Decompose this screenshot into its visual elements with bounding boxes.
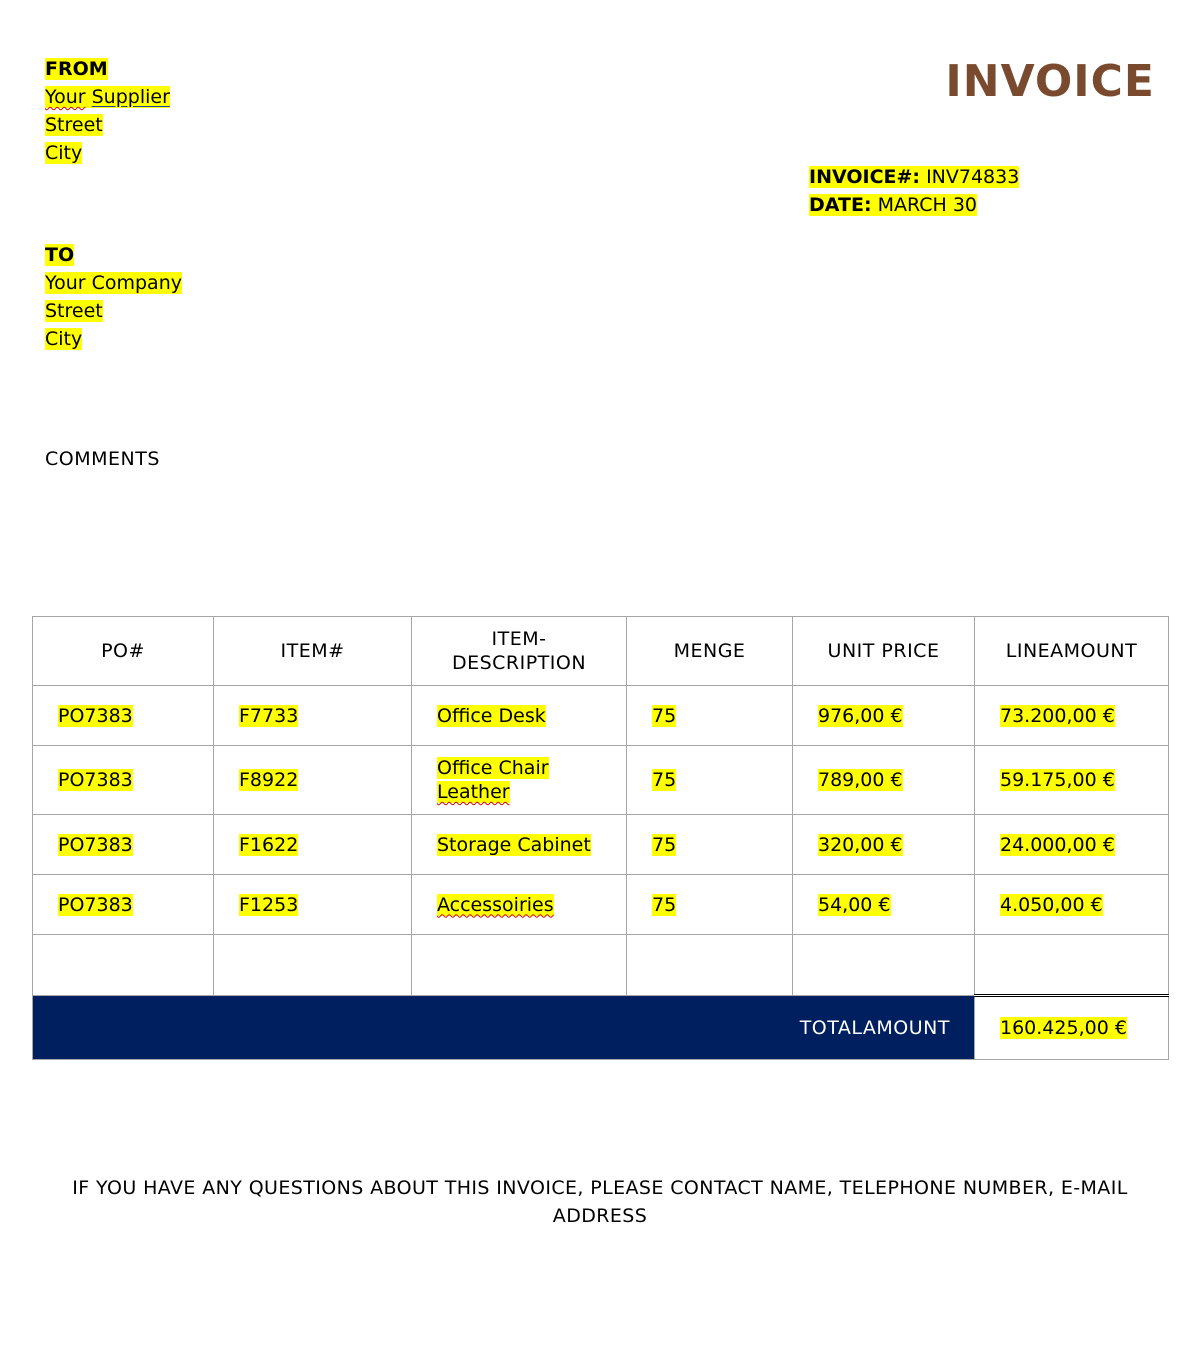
cell-item: F1253 (239, 893, 299, 916)
to-address-block (45, 241, 182, 353)
header-po: PO# (33, 617, 214, 686)
from-name-word2: Supplier (91, 86, 170, 108)
table-row (33, 875, 1169, 935)
table-row (33, 815, 1169, 875)
cell-unit-price: 320,00 € (818, 833, 903, 856)
header-item: ITEM# (214, 617, 412, 686)
cell-description: Accessoiries (437, 893, 554, 916)
header-unit-price: UNIT PRICE (793, 617, 975, 686)
cell-quantity: 75 (652, 833, 677, 856)
cell-line-amount: 59.175,00 € (1000, 769, 1115, 791)
footer-contact-note: IF YOU HAVE ANY QUESTIONS ABOUT THIS INVOICE, PLEASE CONTACT NAME, TELEPHONE NUMBER, E-MAIL ADDRESS (72, 1177, 1128, 1227)
cell-line-amount: 73.200,00 € (1000, 704, 1115, 727)
from-label: FROM (45, 58, 108, 80)
invoice-date-label: DATE: (809, 194, 872, 216)
table-row (33, 746, 1169, 815)
invoice-meta-block (809, 163, 1019, 219)
to-city: City (45, 328, 83, 350)
cell-description: Office Desk (437, 704, 546, 727)
cell-po: PO7383 (58, 833, 133, 856)
to-label: TO (45, 244, 75, 266)
cell-line-amount: 4.050,00 € (1000, 893, 1103, 916)
from-address-block (45, 55, 170, 167)
table-header-row (33, 617, 1169, 686)
cell-item: F8922 (239, 769, 299, 791)
from-city: City (45, 142, 83, 164)
cell-item: F1622 (239, 833, 299, 856)
invoice-number-label: INVOICE#: (809, 166, 921, 188)
invoice-date-value: MARCH 30 (877, 194, 978, 216)
invoice-number-value: INV74833 (926, 166, 1020, 188)
table-row-empty (33, 935, 1169, 996)
total-value: 160.425,00 € (1000, 1017, 1127, 1039)
cell-po: PO7383 (58, 769, 133, 791)
to-street: Street (45, 300, 103, 322)
cell-po: PO7383 (58, 893, 133, 916)
from-name (45, 86, 170, 108)
table-row (33, 686, 1169, 746)
to-name: Your Company (45, 272, 182, 294)
cell-unit-price: 789,00 € (818, 769, 903, 791)
total-row (33, 996, 1169, 1060)
invoice-title: INVOICE (945, 56, 1155, 107)
header-description: ITEM- DESCRIPTION (412, 617, 627, 686)
total-label: TOTALAMOUNT (33, 996, 975, 1060)
cell-description-line2: Leather (437, 781, 510, 803)
line-items-table (32, 616, 1169, 1060)
cell-description: Storage Cabinet (437, 833, 591, 856)
from-street: Street (45, 114, 103, 136)
header-line-amount: LINEAMOUNT (975, 617, 1169, 686)
cell-unit-price: 976,00 € (818, 704, 903, 727)
cell-po: PO7383 (58, 704, 133, 727)
header-quantity: MENGE (627, 617, 793, 686)
comments-label: COMMENTS (45, 448, 160, 470)
cell-unit-price: 54,00 € (818, 893, 891, 916)
cell-quantity: 75 (652, 893, 677, 916)
from-name-word1: Your (45, 86, 86, 108)
cell-quantity: 75 (652, 704, 677, 727)
cell-description: Office Chair (437, 757, 549, 779)
cell-line-amount: 24.000,00 € (1000, 833, 1115, 856)
cell-item: F7733 (239, 704, 299, 727)
cell-quantity: 75 (652, 769, 677, 791)
